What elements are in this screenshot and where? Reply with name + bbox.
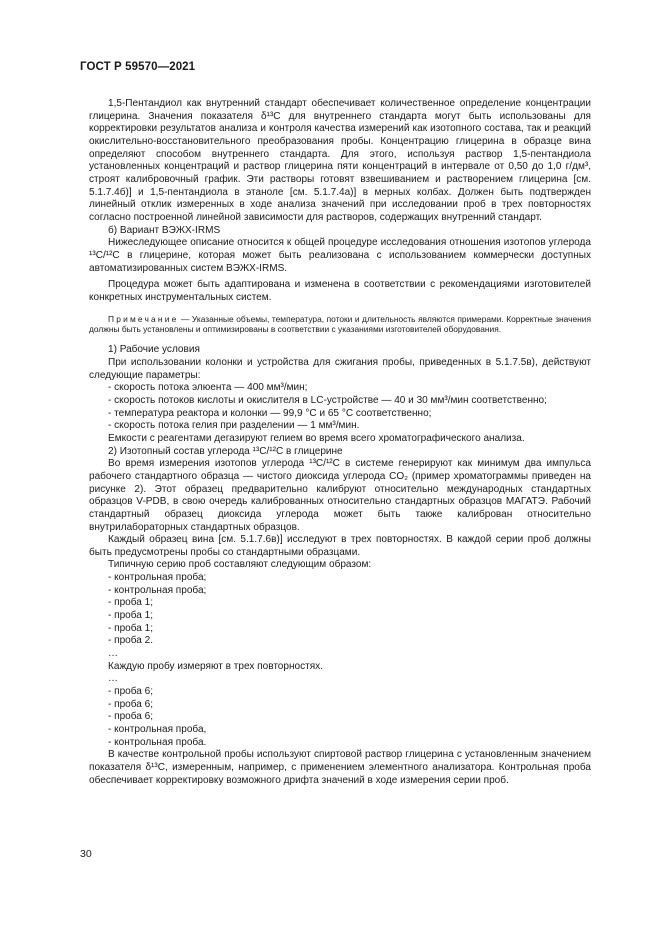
series-item: - проба 6;	[108, 686, 154, 698]
series-item: - проба 2.	[108, 635, 154, 647]
document-header: ГОСТ Р 59570—2021	[80, 61, 196, 73]
paragraph-operating-intro: При использовании колонки и устройства для сжигания пробы, приведенных в 5.1.7.5в), действуют следующие параметры:	[89, 356, 591, 381]
list-item-temperature: - температура реактора и колонки — 99,9 °C и 65 °C соответственно;	[108, 407, 432, 419]
paragraph-repeat-triplicate: Каждую пробу измеряют в трех повторностях.	[108, 660, 323, 672]
note-text: — Указанные объемы, температура, потоки и длительность являются примерами. Корректные значения должны быть установлены и оптимизированы в соответствии с указаниями изготовителей оборудования.	[89, 313, 591, 335]
heading-isotope-composition: 2) Изотопный состав углерода ¹³C/¹²C в глицерине	[108, 445, 343, 457]
page-number: 30	[80, 848, 92, 860]
series-ellipsis: …	[108, 673, 119, 685]
series-ellipsis: …	[108, 648, 119, 660]
heading-variant-b: б) Вариант ВЭЖХ-IRMS	[108, 224, 221, 236]
series-item: - контрольная проба.	[108, 736, 207, 748]
heading-operating-conditions: 1) Рабочие условия	[108, 344, 200, 356]
page-body	[89, 98, 591, 787]
series-item: - проба 6;	[108, 711, 154, 723]
note-label: Примечание	[108, 313, 179, 324]
paragraph-triplicates: Каждый образец вина [см. 5.1.7.6в)] исследуют в трех повторностях. В каждой серии проб должны быть предусмотрены пробы со стандартными образцами.	[89, 534, 591, 558]
note	[89, 314, 591, 336]
list-item-eluent-flow: - скорость потока элюента — 400 мм³/мин;	[108, 382, 308, 394]
series-item: - проба 1;	[108, 622, 154, 634]
series-item: - контрольная проба;	[108, 572, 207, 584]
series-item: - контрольная проба,	[108, 724, 207, 735]
series-item: - проба 6;	[108, 698, 154, 710]
paragraph-hplc-irms-description: Нижеследующее описание относится к общей процедуре исследования отношения изотопов углерода ¹³C/¹²C в глицерине, которая может быть реализована с использованием коммерчески доступных автоматизированных систем ВЭЖХ-IRMS.	[89, 237, 591, 274]
paragraph-control-sample: В качестве контрольной пробы используют спиртовой раствор глицерина с установленным значением показателя δ¹³C, измеренным, например, с применением элементного анализатора. Контрольная проба обеспечивает корректировку возможного дрифта значений в ходе измерения серии проб.	[89, 749, 591, 786]
paragraph-adaptation: Процедура может быть адаптирована и изменена в соответствии с рекомендациями изготовителей конкретных инструментальных систем.	[89, 279, 591, 303]
paragraph-co2-pulses: Во время измерения изотопов углерода ¹³C/¹²C в системе генерируют как минимум два импульса рабочего стандартного образца — чистого диоксида углерода CO₂ (пример хроматограммы приведен на рисунке 2). Этот образец предварительно калибруют относительно международных стандартных образцов V-PDB, в свою очередь калиброванных относительно стандартных образцов МАГАТЭ. Рабочий стандартный образец диоксида углерода может быть также калиброван относительно внутрилабораторных стандартных образцов.	[89, 458, 591, 533]
list-item-helium-flow: - скорость потока гелия при разделении — 1 мм³/мин.	[108, 420, 360, 432]
paragraph-internal-standard: 1,5-Пентандиол как внутренний стандарт обеспечивает количественное определение концентрации глицерина. Значения показателя δ¹³C для внутреннего стандарта могут быть использованы для корректировки результатов анализа и контроля качества измерений как изотопного состава, так и реакций окислительно-восстановительного преобразования пробы. Концентрацию глицерина в образце вина определяют способом внутреннего стандарта. Для этого, используя раствор 1,5-пентандиола установленных концентраций и раствор глицерина пяти концентраций в интервале от 0,50 до 1,0 г/дм³, строят калибровочный график. Эти растворы готовят взвешиванием и растворением глицерина [см. 5.1.7.4б)] и 1,5-пентандиола в этаноле [см. 5.1.7.4а)] в мерных колбах. Должен быть подтвержден линейный отклик измеренных в ходе анализа значений при исследовании проб в трех повторностях согласно построенной линейной зависимости для растворов, содержащих внутренний стандарт.	[89, 98, 591, 223]
paragraph-degassing: Емкости с реагентами дегазируют гелием во время всего хроматографического анализа.	[108, 432, 525, 444]
series-item: - контрольная проба;	[108, 584, 207, 596]
series-item: - проба 1;	[108, 597, 154, 609]
paragraph-typical-series: Типичную серию проб составляют следующим образом:	[108, 559, 372, 571]
series-item: - проба 1;	[108, 610, 154, 622]
list-item-acid-oxidant-flow: - скорость потоков кислоты и окислителя в LC-устройстве — 40 и 30 мм³/мин соответственно;	[108, 394, 547, 406]
